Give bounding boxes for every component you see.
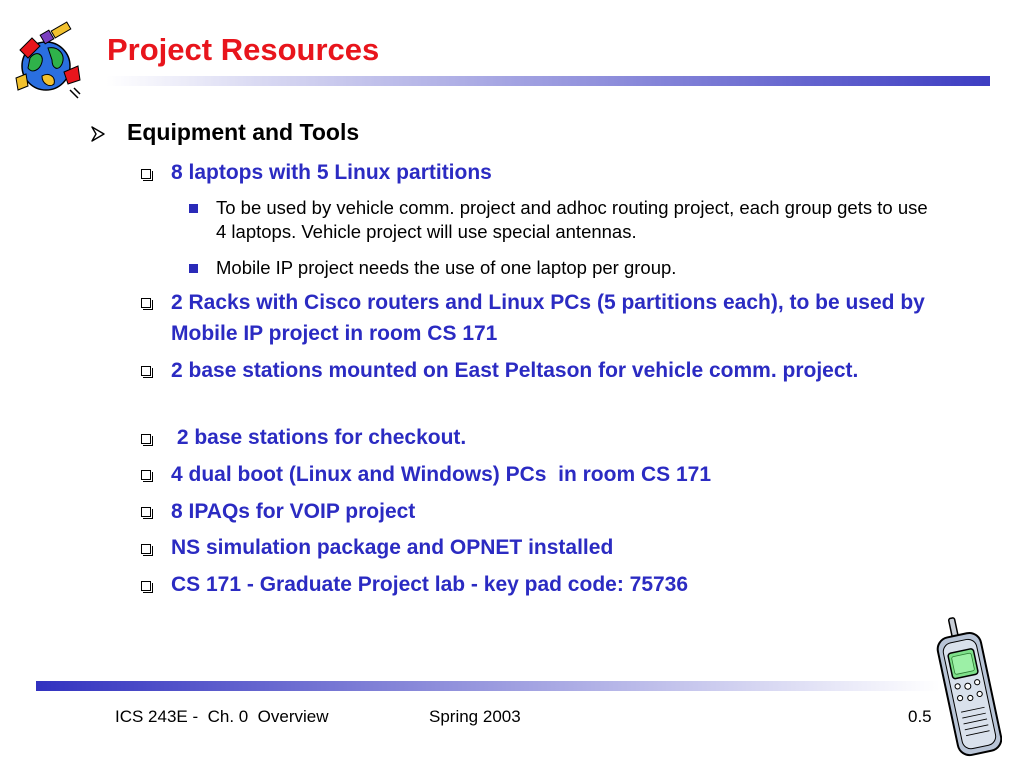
footer-page-number: 0.5: [908, 707, 932, 726]
title-divider: [106, 76, 990, 86]
footer-term: Spring 2003: [429, 707, 521, 726]
square-bullet-icon: [189, 204, 198, 213]
box-bullet-icon: [141, 581, 151, 591]
box-bullet-icon: [141, 507, 151, 517]
list-item: 8 laptops with 5 Linux partitions: [171, 161, 492, 184]
list-item: 4 dual boot (Linux and Windows) PCs in room CS 171: [171, 463, 712, 486]
box-bullet-icon: [141, 169, 151, 179]
square-bullet-icon: [189, 264, 198, 273]
box-bullet-icon: [141, 366, 151, 376]
arrow-bullet-icon: [90, 126, 106, 142]
box-bullet-icon: [141, 434, 151, 444]
sub-list-item: To be used by vehicle comm. project and adhoc routing project, each group gets to use 4 laptops. Vehicle project will use special antennas.: [216, 197, 928, 242]
box-bullet-icon: [141, 298, 151, 308]
list-item: NS simulation package and OPNET installed: [171, 536, 614, 559]
sub-list-item: Mobile IP project needs the use of one laptop per group.: [216, 257, 677, 278]
box-bullet-icon: [141, 470, 151, 480]
globe-satellite-icon: [12, 20, 84, 100]
section-heading: Equipment and Tools: [127, 119, 360, 145]
footer-divider: [36, 681, 940, 691]
list-item: 8 IPAQs for VOIP project: [171, 500, 416, 523]
slide-title: Project Resources: [107, 32, 380, 67]
mobile-phone-icon: [936, 614, 1002, 760]
box-bullet-icon: [141, 544, 151, 554]
list-item: 2 Racks with Cisco routers and Linux PCs (5 partitions each), to be used by Mobile IP project in room CS 171: [171, 291, 925, 345]
footer-course: ICS 243E - Ch. 0 Overview: [115, 707, 329, 726]
list-item: 2 base stations for checkout.: [171, 426, 467, 449]
list-item: 2 base stations mounted on East Peltason for vehicle comm. project.: [171, 359, 859, 382]
list-item: CS 171 - Graduate Project lab - key pad code: 75736: [171, 573, 689, 596]
